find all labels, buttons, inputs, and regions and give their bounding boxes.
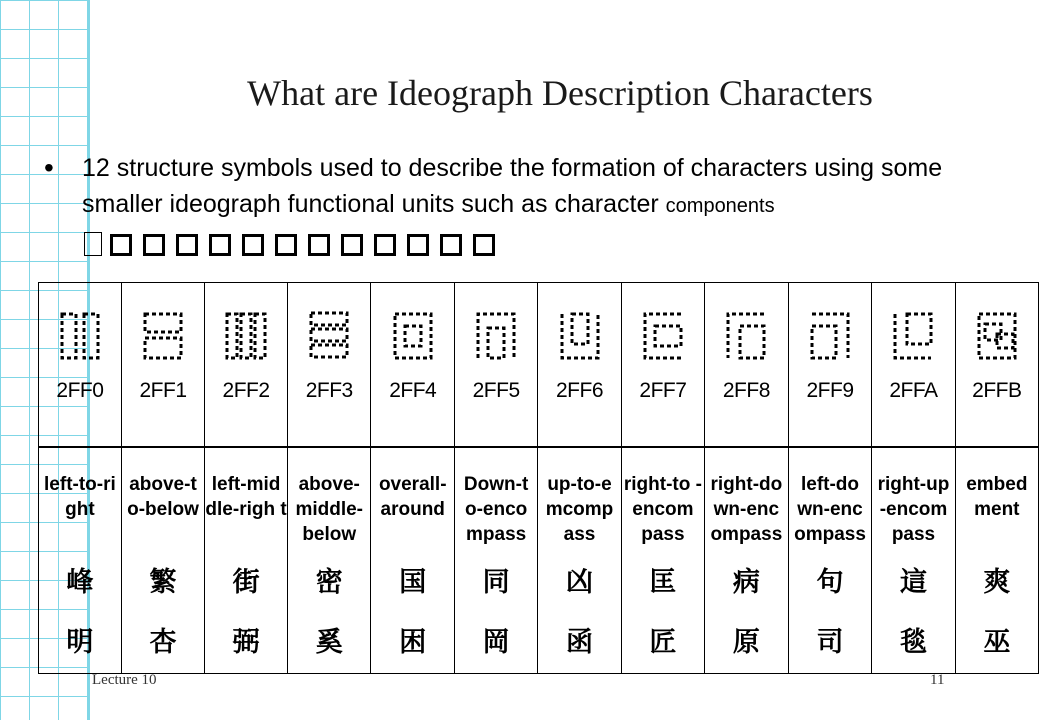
idc-examples <box>39 547 122 674</box>
example-char-2: 岡 <box>482 627 510 658</box>
idc-description: overall- around <box>371 460 455 547</box>
bullet-dot: • <box>44 152 54 183</box>
row-separator <box>121 447 204 460</box>
idc-description: right-to -encom pass <box>621 460 704 547</box>
idc-code: 2FF0 <box>56 379 104 402</box>
idc-description: above- middle- below <box>287 460 371 547</box>
row-separator <box>538 447 622 460</box>
idc-examples <box>205 547 288 674</box>
example-char-2: 明 <box>66 627 94 658</box>
idc-examples <box>872 547 955 674</box>
example-char-2: 函 <box>566 627 593 658</box>
idc-examples <box>955 547 1038 674</box>
example-char-2: 司 <box>816 627 844 658</box>
example-char-1: 病 <box>732 567 760 598</box>
footer-lecture: Lecture 10 <box>92 672 157 688</box>
missing-glyph-boxes <box>84 230 506 266</box>
ids-table <box>38 282 1039 674</box>
example-char-1: 繁 <box>149 567 177 598</box>
idc-code: 2FF5 <box>472 379 520 402</box>
idc-cell <box>121 283 204 448</box>
idc-cell <box>872 283 955 448</box>
right-down-encompass-icon <box>723 310 769 362</box>
idc-cell <box>705 283 789 448</box>
idc-cell <box>955 283 1038 448</box>
idc-code: 2FFA <box>889 379 938 402</box>
idc-examples <box>121 547 204 674</box>
idc-cell <box>287 283 371 448</box>
idc-code: 2FF9 <box>806 379 854 402</box>
idc-code: 2FF3 <box>305 379 353 402</box>
example-char-2: 奚 <box>315 627 343 658</box>
idc-code: 2FF6 <box>555 379 603 402</box>
left-to-right-icon <box>57 310 103 362</box>
idc-examples <box>705 547 789 674</box>
idc-examples <box>454 547 537 674</box>
example-char-1: 峰 <box>66 567 94 598</box>
idc-cell <box>538 283 622 448</box>
down-to-encompass-icon <box>473 310 519 362</box>
idc-cell <box>621 283 704 448</box>
idc-description: Down-t o-enco mpass <box>454 460 537 547</box>
row-separator <box>955 447 1038 460</box>
example-char-2: 困 <box>399 627 427 658</box>
example-char-2: 毯 <box>899 627 927 658</box>
idc-cell <box>788 283 872 448</box>
row-separator <box>287 447 371 460</box>
example-char-1: 這 <box>899 567 927 598</box>
left-down-encompass-icon <box>807 310 853 362</box>
idc-description: left-mid dle-righ t <box>205 460 288 547</box>
idc-code: 2FFB <box>972 379 1022 402</box>
idc-code: 2FF7 <box>639 379 687 402</box>
example-char-1: 匡 <box>649 567 677 598</box>
idc-code: 2FF4 <box>389 379 437 402</box>
idc-cell <box>454 283 537 448</box>
row-separator <box>371 447 455 460</box>
example-char-1: 凶 <box>566 567 593 598</box>
example-char-1: 街 <box>232 567 260 598</box>
row-separator <box>205 447 288 460</box>
idc-examples <box>621 547 704 674</box>
example-char-2: 匠 <box>649 627 677 658</box>
row-separator <box>788 447 872 460</box>
bullet-point <box>44 150 1004 266</box>
row-separator <box>621 447 704 460</box>
left-middle-right-icon <box>223 310 269 362</box>
right-to-encompass-icon <box>640 310 686 362</box>
idc-code: 2FF2 <box>222 379 270 402</box>
idc-cell <box>39 283 122 448</box>
footer-page-number: 11 <box>930 672 945 688</box>
idc-code: 2FF1 <box>139 379 187 402</box>
example-char-1: 密 <box>315 567 343 598</box>
example-char-2: 原 <box>732 627 760 658</box>
example-char-1: 国 <box>399 567 427 598</box>
row-separator <box>705 447 789 460</box>
idc-cell <box>371 283 455 448</box>
idc-code: 2FF8 <box>722 379 770 402</box>
idc-description: left-to-ri ght <box>39 460 122 547</box>
row-separator <box>454 447 537 460</box>
example-char-1: 同 <box>482 567 510 598</box>
right-up-encompass-icon <box>890 310 936 362</box>
idc-description: left-do wn-enc ompass <box>788 460 872 547</box>
idc-cell <box>205 283 288 448</box>
example-char-2: 弼 <box>232 627 260 658</box>
example-char-1: 爽 <box>983 567 1011 598</box>
overall-around-icon <box>390 310 436 362</box>
idc-description: up-to-e mcomp ass <box>538 460 622 547</box>
idc-examples <box>371 547 455 674</box>
above-middle-below-icon <box>306 310 352 362</box>
idc-description: right-do wn-enc ompass <box>705 460 789 547</box>
example-char-1: 句 <box>816 567 844 598</box>
example-char-2: 巫 <box>983 627 1011 658</box>
above-to-below-icon <box>140 310 186 362</box>
idc-examples <box>287 547 371 674</box>
bullet-tail: components <box>665 195 775 217</box>
row-separator <box>39 447 122 460</box>
row-separator <box>872 447 955 460</box>
idc-description: embed ment <box>955 460 1038 547</box>
idc-description: right-up -encom pass <box>872 460 955 547</box>
bullet-text: 12 structure symbols used to describe the formation of characters using some smaller ideograph functional units such as character <box>82 154 943 218</box>
example-char-2: 杏 <box>149 627 177 658</box>
idc-description: above-t o-below <box>121 460 204 547</box>
idc-examples <box>538 547 622 674</box>
page-title: What are Ideograph Description Characters <box>247 73 873 113</box>
up-to-encompass-icon <box>557 310 603 362</box>
embedment-icon <box>974 310 1020 362</box>
idc-examples <box>788 547 872 674</box>
